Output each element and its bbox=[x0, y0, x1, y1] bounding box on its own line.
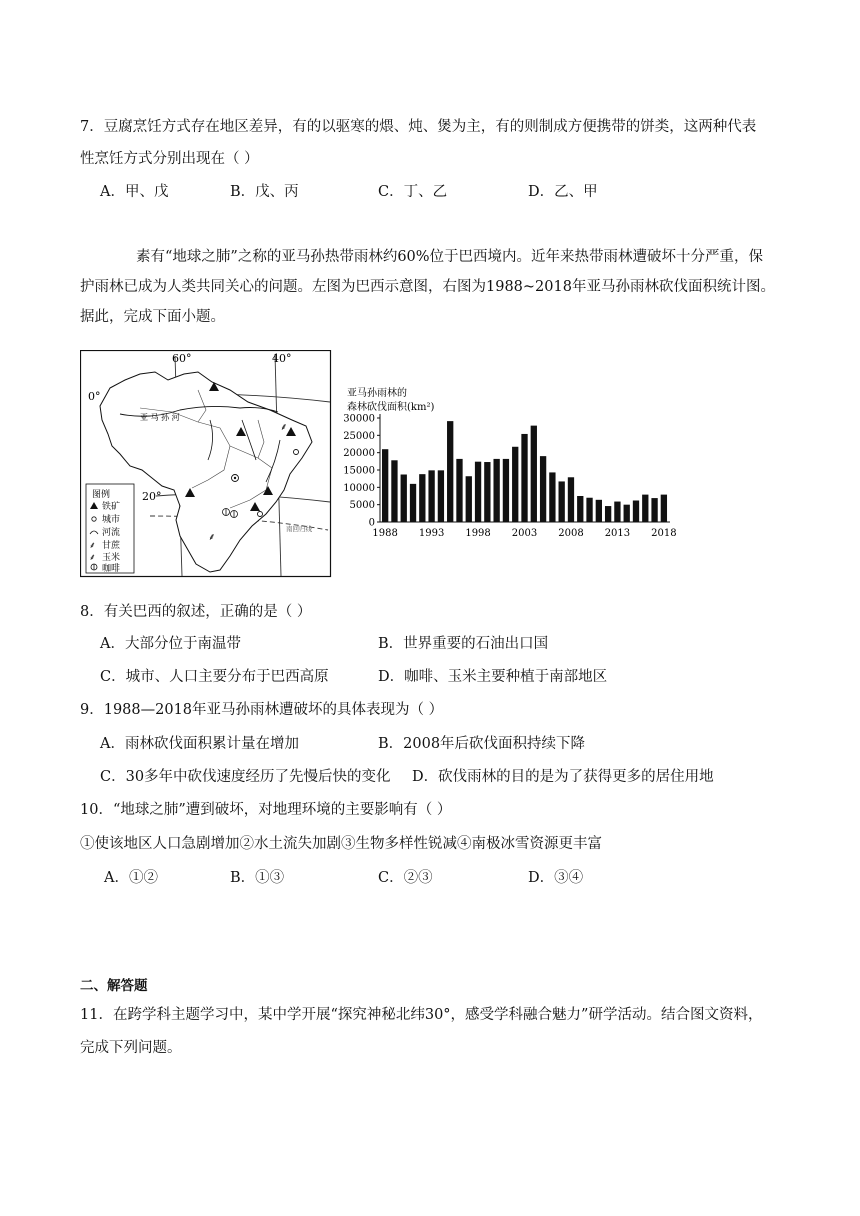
passage bbox=[80, 242, 780, 332]
q10-option-a: A．①② bbox=[104, 870, 158, 886]
lat-0-label: 0° bbox=[88, 390, 101, 403]
y-tick-label: 20000 bbox=[343, 448, 375, 460]
q9-option-a: A．雨林砍伐面积累计量在增加 bbox=[100, 736, 299, 752]
sugarcane-icon: ⸙ bbox=[280, 422, 288, 433]
q10-option-b: B．①③ bbox=[230, 870, 285, 886]
x-tick-label: 2008 bbox=[558, 528, 584, 539]
corn-icon: ⸙ bbox=[208, 532, 216, 543]
bar-1991 bbox=[410, 484, 416, 522]
y-tick-label: 0 bbox=[368, 517, 375, 529]
legend-coffee: 咖啡 bbox=[102, 564, 121, 574]
legend-sugarcane: 甘蔗 bbox=[102, 541, 121, 551]
sugarcane-icon: ⸙ bbox=[89, 541, 96, 551]
y-tick-label: 25000 bbox=[343, 430, 375, 442]
section-heading: 二、解答题 bbox=[80, 978, 148, 994]
bar-2016 bbox=[642, 495, 648, 522]
bar-2010 bbox=[586, 498, 592, 522]
city-icon bbox=[258, 512, 263, 517]
bar-1992 bbox=[419, 474, 425, 522]
legend-city: 城市 bbox=[102, 515, 121, 525]
q7-stem-line1: 7．豆腐烹饪方式存在地区差异，有的以驱寒的煨、炖、煲为主，有的则制成方便携带的饼类，这两种代表 bbox=[80, 119, 757, 135]
legend-corn: 玉米 bbox=[102, 553, 121, 563]
q10-statements: ①使该地区人口急剧增加②水土流失加剧③生物多样性锐减④南极冰雪资源更丰富 bbox=[80, 836, 602, 852]
passage-line1: 素有“地球之肺”之称的亚马孙热带雨林约60%位于巴西境内。近年来热带雨林遭破坏十分严重，保 bbox=[136, 249, 764, 265]
bar-1999 bbox=[484, 462, 490, 522]
y-tick-label: 30000 bbox=[343, 413, 375, 425]
q9-option-d: D．砍伐雨林的目的是为了获得更多的居住用地 bbox=[412, 769, 714, 785]
bar-2001 bbox=[503, 459, 509, 522]
lon-40-label: 40° bbox=[272, 352, 292, 365]
bar-2007 bbox=[559, 481, 565, 522]
bar-2012 bbox=[605, 506, 611, 522]
bar-2008 bbox=[568, 477, 574, 522]
brazil-map bbox=[80, 350, 332, 578]
q11-line1: 11．在跨学科主题学习中，某中学开展“探究神秘北纬30°，感受学科融合魅力”研学活动。结合图文资料， bbox=[80, 1007, 763, 1023]
q7-stem-line2: 性烹饪方式分别出现在（ ） bbox=[80, 151, 259, 167]
bar-1990 bbox=[401, 475, 407, 522]
lon-60-label: 60° bbox=[172, 352, 192, 365]
q9-option-b: B．2008年后砍伐面积持续下降 bbox=[378, 736, 586, 752]
bar-2009 bbox=[577, 496, 583, 522]
bar-2004 bbox=[531, 426, 537, 522]
deforestation-chart bbox=[338, 380, 678, 542]
q8-option-b: B．世界重要的石油出口国 bbox=[378, 636, 549, 652]
q8-option-d: D．咖啡、玉米主要种植于南部地区 bbox=[378, 669, 608, 685]
bar-2014 bbox=[624, 505, 630, 522]
x-tick-label: 1993 bbox=[418, 528, 445, 539]
q8-option-a: A．大部分位于南温带 bbox=[100, 636, 241, 652]
bar-2000 bbox=[493, 459, 499, 522]
q7-option-d: D．乙、甲 bbox=[528, 184, 598, 200]
river-label: 亚 马 孙 河 bbox=[140, 413, 180, 422]
chart-title: 亚马孙雨林的 bbox=[347, 388, 407, 399]
q7-option-c: C．丁、乙 bbox=[378, 184, 448, 200]
bar-1993 bbox=[428, 470, 434, 522]
bar-2006 bbox=[549, 472, 555, 522]
q8-option-c: C．城市、人口主要分布于巴西高原 bbox=[100, 669, 329, 685]
q10-option-c: C．②③ bbox=[378, 870, 433, 886]
bar-1997 bbox=[466, 476, 472, 522]
bar-2015 bbox=[633, 501, 639, 522]
x-tick-label: 2013 bbox=[604, 528, 631, 539]
q11-line2: 完成下列问题。 bbox=[80, 1040, 182, 1056]
q7-option-b: B．戊、丙 bbox=[230, 184, 299, 200]
q9-option-c: C．30多年中砍伐速度经历了先慢后快的变化 bbox=[100, 769, 391, 785]
bar-1989 bbox=[391, 460, 397, 522]
legend-iron-ore: 铁矿 bbox=[102, 502, 121, 512]
bar-1998 bbox=[475, 462, 481, 522]
bar-1994 bbox=[438, 470, 444, 522]
bar-2011 bbox=[596, 500, 602, 522]
bar-1995 bbox=[447, 421, 453, 522]
chart-ylabel: 森林砍伐面积(km²) bbox=[347, 402, 435, 413]
lat-20-label: 20° bbox=[142, 490, 162, 503]
bar-2018 bbox=[661, 495, 667, 522]
x-tick-label: 2003 bbox=[511, 528, 538, 539]
q9-stem: 9．1988—2018年亚马孙雨林遭破坏的具体表现为（ ） bbox=[80, 702, 444, 718]
x-tick-label: 1998 bbox=[465, 528, 491, 539]
legend-title: 图例 bbox=[92, 490, 111, 500]
passage-line3: 据此，完成下面小题。 bbox=[80, 309, 225, 325]
bar-2013 bbox=[614, 502, 620, 522]
bar-1996 bbox=[456, 459, 462, 522]
legend-river: 河流 bbox=[102, 528, 121, 538]
corn-icon: ⸙ bbox=[89, 553, 96, 563]
city-icon bbox=[92, 517, 96, 521]
x-tick-label: 2018 bbox=[651, 528, 677, 539]
y-tick-label: 10000 bbox=[343, 482, 375, 494]
bar-1988 bbox=[382, 449, 388, 522]
q10-stem: 10．“地球之肺”遭到破坏，对地理环境的主要影响有（ ） bbox=[80, 802, 452, 818]
bar-2002 bbox=[512, 447, 518, 522]
bar-2005 bbox=[540, 456, 546, 522]
city-icon bbox=[294, 450, 299, 455]
passage-line2: 护雨林已成为人类共同关心的问题。左图为巴西示意图，右图为1988~2018年亚马孙雨林砍伐面积统计图。 bbox=[80, 279, 775, 295]
y-tick-label: 5000 bbox=[349, 500, 375, 512]
x-tick-label: 1988 bbox=[372, 528, 398, 539]
q8-stem: 8．有关巴西的叙述，正确的是（ ） bbox=[80, 604, 312, 620]
y-tick-label: 15000 bbox=[343, 465, 375, 477]
bar-2003 bbox=[521, 434, 527, 522]
bar-2017 bbox=[651, 498, 657, 522]
city-icon bbox=[234, 477, 236, 479]
tropic-label: 南回归线 bbox=[286, 525, 312, 533]
q7-option-a: A．甲、戊 bbox=[100, 184, 169, 200]
q10-option-d: D．③④ bbox=[528, 870, 584, 886]
